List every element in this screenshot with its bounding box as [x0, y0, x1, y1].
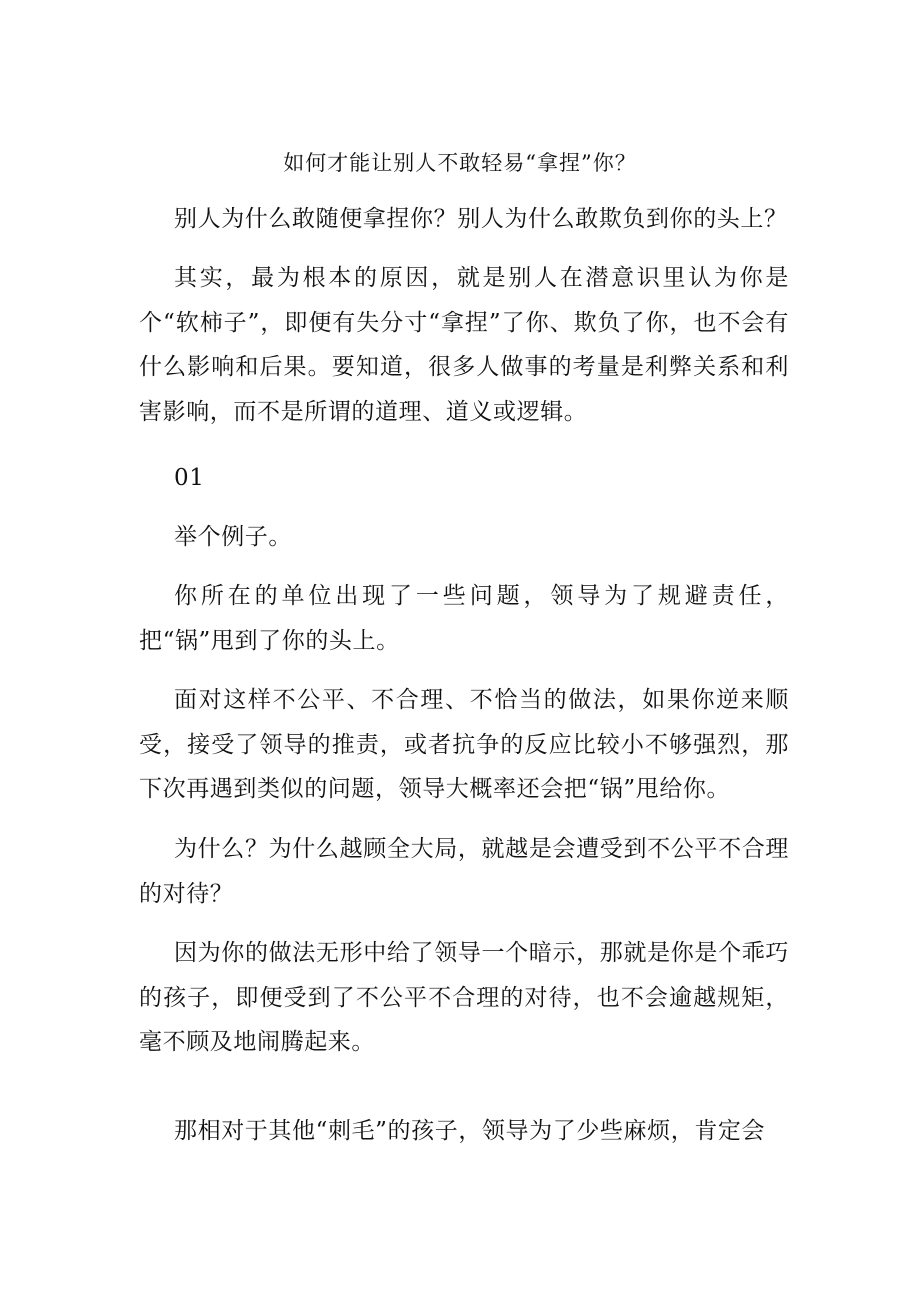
paragraph-example-intro: 举个例子。 [174, 524, 292, 550]
paragraph-blame-scenario: 你所在的单位出现了一些问题，领导为了规避责任，把“锅”甩到了你的头上。 [139, 583, 789, 654]
paragraph-unfair-treatment: 面对这样不公平、不合理、不恰当的做法，如果你逆来顺受，接受了领导的推责，或者抗争的反应比较小不够强烈，那下次再遇到类似的问题，领导大概率还会把“锅”甩给你。 [139, 687, 789, 802]
paragraph-why-question: 为什么？为什么越顾全大局，就越是会遭受到不公平不合理的对待？ [139, 836, 789, 907]
paragraph-reason: 因为你的做法无形中给了领导一个暗示，那就是你是个乖巧的孩子，即便受到了不公平不合理的对待，也不会逾越规矩，毫不顾及地闹腾起来。 [139, 940, 789, 1055]
paragraph-intro-question: 别人为什么敢随便拿捏你？别人为什么敢欺负到你的头上？ [174, 206, 788, 232]
document-title: 如何才能让别人不敢轻易“拿捏”你？ [283, 151, 637, 175]
paragraph-root-cause: 其实，最为根本的原因，就是别人在潜意识里认为你是个“软柿子”，即便有失分寸“拿捏”了你、欺负了你，也不会有什么影响和后果。要知道，很多人做事的考量是利弊关系和利害影响，而不是所谓的道理、道义或逻辑。 [139, 265, 789, 425]
paragraph-comparison: 那相对于其他“刺毛”的孩子，领导为了少些麻烦，肯定会 [174, 1118, 766, 1144]
section-number: 01 [174, 465, 205, 491]
